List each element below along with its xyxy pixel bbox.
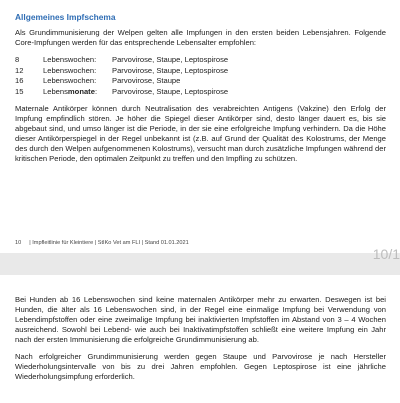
older-dogs-paragraph: Bei Hunden ab 16 Lebenswochen sind keine maternalen Antikörper mehr zu erwarten. Deswegen ist bei Hunden, die älter als 16 Lebenswochen sind, in der Regel eine einmalige Impfung bei Verwendung von Lebendimpfstoffen oder eine zweimalige Impfung bei inaktivierten Impfstoffen im Abstand von 3 – 4 Wochen ausreichend. Sowohl bei Lebend- wie auch bei Inaktivatimpfstoffen schließt eine weitere Impfung ein Jahr nach der ersten Immunisierung die erfolgreiche Grundimmunisierung ab. [15, 295, 386, 344]
page-indicator: 10/1 [372, 246, 400, 262]
schedule-age: 12 [15, 65, 24, 75]
schedule-age: 15 [15, 86, 24, 96]
schedule-age: 8 [15, 55, 20, 64]
schedule-vaccines: Parvovirose, Staupe, Leptospirose [112, 65, 229, 75]
page-footer [15, 239, 189, 247]
footer-text: | Impfleitlinie für Kleintiere | StIKo Vet am FLI | Stand 01.01.2021 [29, 240, 189, 246]
intro-paragraph: Als Grundimmunisierung der Welpen gelten alle Impfungen in den ersten beiden Lebensjahren. Folgende Core-Impfungen werden für das entsprechende Lebensalter empfohlen: [15, 28, 386, 47]
page-number: 10 [15, 240, 22, 246]
document-page-11 [0, 275, 400, 403]
section-title: Allgemeines Impfschema [15, 12, 116, 22]
schedule-row [15, 66, 386, 77]
schedule-unit: Lebenswochen: [43, 76, 97, 85]
schedule-unit [43, 87, 112, 98]
schedule-unit-emphasis: monate [67, 86, 95, 96]
schedule-row [15, 87, 386, 98]
schedule-unit: Lebenswochen: [43, 65, 97, 75]
schedule-vaccines: Parvovirose, Staupe, Leptospirose [112, 86, 229, 96]
antibody-paragraph: Maternale Antikörper können durch Neutralisation des verabreichten Antigens (Vakzine) den Erfolg der Impfung empfindlich stören. Je höher die Spiegel dieser Antikörper sind, desto länger dauert es, bis sie abgebaut sind, und umso länger ist die Periode, in der sie eine erfolgreiche Impfung verhindern. Da die Höhe dieser Antikörperspiegel in der Regel unbekannt ist (z.B. auf Grund der Qualität des Kolostrums, der Menge des durch den Welpen aufgenommenen Kolostrums), versucht man durch zusätzliche Impfungen während der kritischen Periode, den optimalen Zeitpunkt zu treffen und den Impfling zu schützen. [15, 104, 386, 163]
schedule-vaccines: Parvovirose, Staupe, Leptospirose [112, 55, 229, 64]
schedule-row [15, 55, 386, 66]
booster-paragraph: Nach erfolgreicher Grundimmunisierung werden gegen Staupe und Parvovirose je nach Hersteller Wiederholungsintervalle von bis zu drei Jahren empfohlen. Gegen Leptospirose ist eine jährliche Wiederholungsimpfung erforderlich. [15, 352, 386, 381]
vaccination-schedule [15, 55, 386, 97]
schedule-age: 16 [15, 76, 24, 85]
schedule-unit-prefix: Lebens [43, 86, 68, 96]
schedule-unit: Lebenswochen: [43, 55, 97, 64]
schedule-vaccines: Parvovirose, Staupe [112, 76, 181, 85]
schedule-unit-suffix: : [94, 86, 98, 96]
schedule-row [15, 76, 386, 87]
